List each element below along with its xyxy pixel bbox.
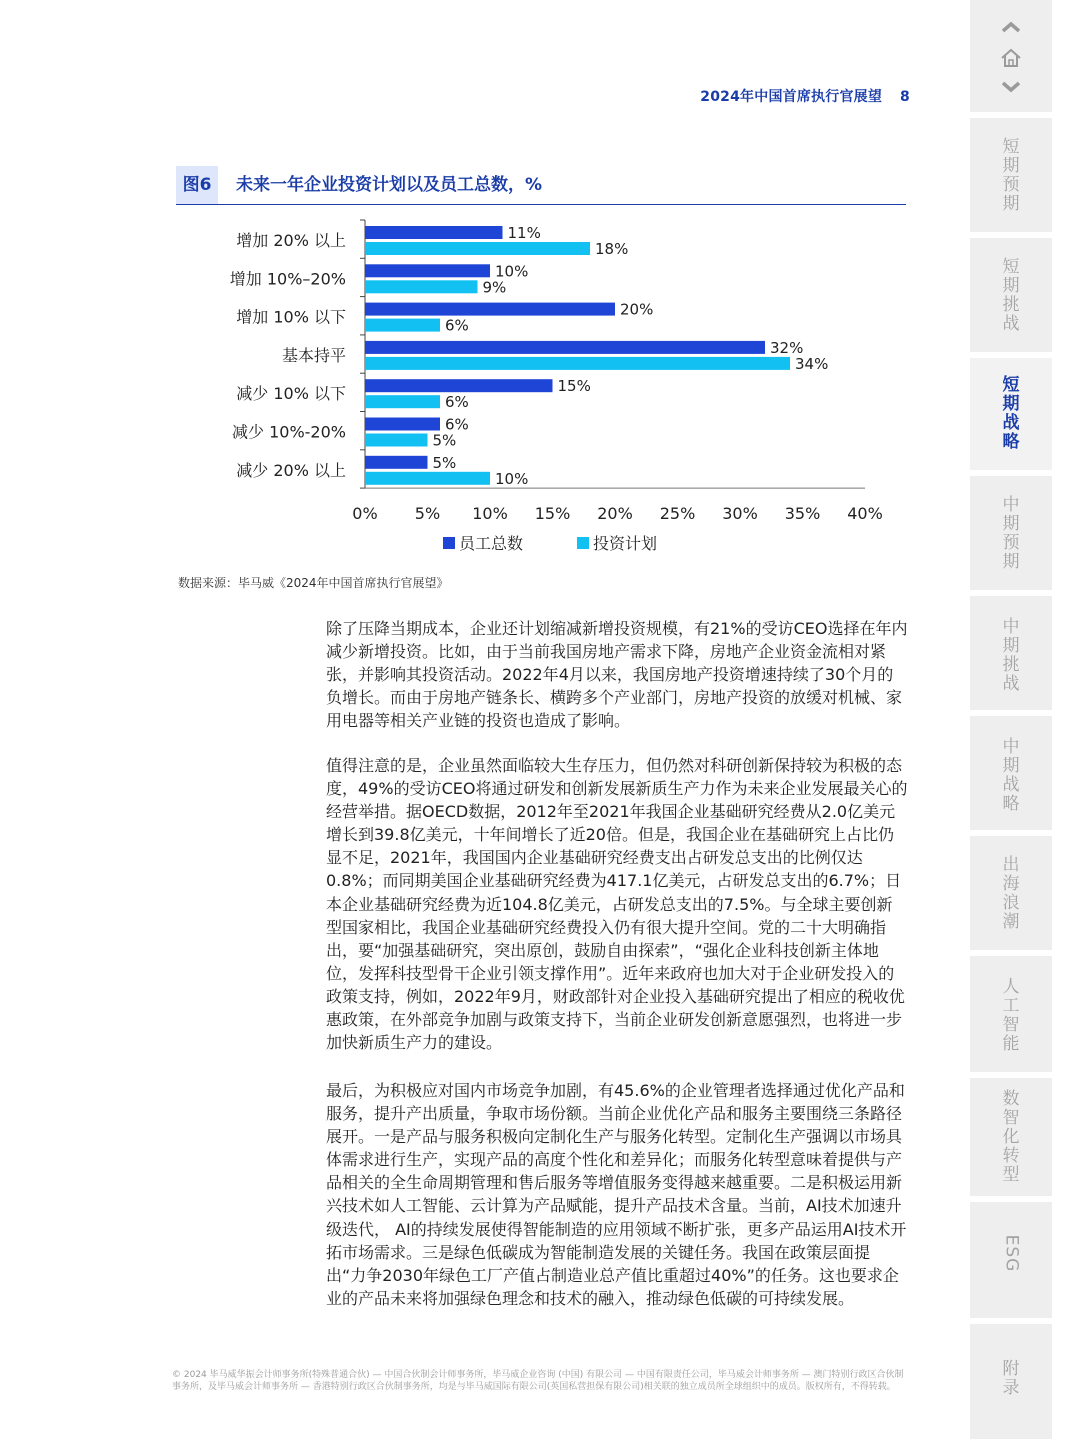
bar-investment <box>365 242 590 255</box>
data-label: 11% <box>507 224 541 242</box>
data-label: 5% <box>432 431 457 450</box>
sidebar-tab-label: 中 期 战 略 <box>1002 737 1020 814</box>
sidebar-tab-mid-term-challenges[interactable] <box>970 596 1052 710</box>
x-tick-label: 10% <box>472 504 508 523</box>
page-number: 8 <box>900 89 910 105</box>
x-tick-label: 35% <box>784 504 821 523</box>
bar-investment <box>365 395 440 408</box>
x-tick-label: 25% <box>659 504 696 523</box>
body-paragraph: 最后，为积极应对国内市场竞争加剧，有45.6%的企业管理者选择通过优化产品和服务，提升产出质量，争取市场份额。当前企业优化产品和服务主要围绕三条路径展开。一是产品与服务积极向定制化生产与服务化转型。定制化生产强调以市场具体需求进行生产，实现产品的高度个性化和差异化；而服务化转型意味着提供与产品相关的全生命周期管理和售后服务等增值服务变得越来越重要。二是积极运用新兴技术如人工智能、云计算为产品赋能，提升产品技术含量。当前，AI技术加速升级迭代， AI的持续发展使得智能制造的应用领域不断扩张，更多产品运用AI技术开拓市场需求。三是绿色低碳成为智能制造发展的关键任务。我国在政策层面提出“力争2030年绿色工厂产值占制造业总产值比重超过40%”的任务。这也要求企业的产品未来将加强绿色理念和技术的融入，推动绿色低碳的可持续发展。 <box>326 1081 907 1308</box>
data-label: 20% <box>620 300 654 319</box>
x-tick-label: 5% <box>414 504 441 523</box>
data-label: 6% <box>445 316 469 335</box>
bar-staff <box>365 303 615 316</box>
bar-investment <box>365 434 428 447</box>
sidebar-tab-ai[interactable] <box>970 956 1052 1072</box>
category-label: 减少 10% 以下 <box>236 384 346 404</box>
category-label: 增加 10%–20% <box>229 269 346 289</box>
sidebar-tab-label: 中 期 预 期 <box>1002 495 1020 572</box>
category-label: 增加 10% 以下 <box>236 307 346 327</box>
sidebar-tab-label: 附 录 <box>1002 1359 1020 1398</box>
data-label: 10% <box>495 469 529 488</box>
x-tick-label: 30% <box>722 504 758 523</box>
investment-staff-bar-chart <box>176 210 906 570</box>
figure-header <box>176 166 906 205</box>
data-source: 数据来源：毕马威《2024年中国首席执行官展望》 <box>178 576 449 590</box>
figure-badge: 图6 <box>176 166 218 204</box>
data-label: 5% <box>432 453 457 472</box>
home-icon[interactable] <box>999 48 1023 68</box>
bar-investment <box>365 357 790 370</box>
sidebar-tab-mid-term-outlook[interactable] <box>970 476 1052 590</box>
legend-label: 员工总数 <box>459 534 524 553</box>
bar-staff <box>365 341 765 354</box>
sidebar-tab-short-term-challenges[interactable] <box>970 238 1052 352</box>
category-label: 减少 10%-20% <box>232 422 346 442</box>
bar-staff <box>365 456 428 469</box>
sidebar-tab-label: 数 智 化 转 型 <box>1002 1089 1020 1185</box>
category-label: 增加 20% 以上 <box>236 231 346 250</box>
data-label: 10% <box>495 262 529 281</box>
sidebar-tab-going-global[interactable] <box>970 836 1052 950</box>
sidebar-tab-short-term-strategy[interactable] <box>970 358 1052 470</box>
report-title: 2024年中国首席执行官展望 <box>700 89 883 105</box>
category-label: 基本持平 <box>281 345 346 365</box>
sidebar-tab-appendix[interactable] <box>970 1324 1052 1439</box>
data-label: 6% <box>445 415 469 434</box>
bar-staff <box>365 264 490 277</box>
sidebar-tab-mid-term-strategy[interactable] <box>970 716 1052 830</box>
x-tick-label: 40% <box>847 504 883 523</box>
sidebar-tab-label: 短 期 预 期 <box>1002 137 1020 214</box>
data-label: 34% <box>795 354 829 373</box>
sidebar-tab-label: 短 期 战 略 <box>1002 375 1020 452</box>
figure-title: 未来一年企业投资计划以及员工总数，% <box>236 175 543 195</box>
sidebar-nav-controls <box>970 0 1052 112</box>
data-label: 9% <box>482 278 507 297</box>
sidebar-tab-label: 中 期 挑 战 <box>1002 617 1020 694</box>
bar-investment <box>365 319 440 332</box>
bar-investment <box>365 280 478 293</box>
data-label: 32% <box>770 338 804 357</box>
category-label: 减少 20% 以上 <box>236 460 346 480</box>
bar-staff <box>365 226 503 239</box>
chevron-down-icon[interactable] <box>999 80 1023 94</box>
data-label: 6% <box>445 393 469 412</box>
chevron-up-icon[interactable] <box>999 20 1023 34</box>
sidebar-tab-digital-transformation[interactable] <box>970 1078 1052 1196</box>
body-paragraph: 除了压降当期成本，企业还计划缩减新增投资规模，有21%的受访CEO选择在年内减少新增投资。比如，由于当前我国房地产需求下降，房地产企业资金流相对紧张，并影响其投资活动。2022年4月以来，我国房地产投资增速持续了30个月的负增长。而由于房地产链条长、横跨多个产业部门，房地产投资的放缓对机械、家用电器等相关产业链的投资也造成了影响。 <box>326 619 908 731</box>
x-tick-label: 0% <box>352 504 378 523</box>
sidebar-tab-label: ESG <box>1001 1234 1022 1273</box>
body-paragraph: 值得注意的是，企业虽然面临较大生存压力，但仍然对科研创新保持较为积极的态度，49%的受访CEO将通过研发和创新发展新质生产力作为未来企业发展最关心的经营举措。据OECD数据，2012年至2021年我国企业基础研究经费从2.0亿美元增长到39.8亿美元，十年间增长了近20倍。但是，我国企业在基础研究上占比仍显不足，2021年，我国国内企业基础研究经费支出占研发总支出的比例仅达0.8%；而同期美国企业基础研究经费为417.1亿美元，占研发总支出的6.7%；日本企业基础研究经费为近104.8亿美元，占研发总支出的7.5%。与全球主要创新型国家相比，我国企业基础研究经费投入仍有很大提升空间。党的二十大明确指出，要“加强基础研究，突出原创，鼓励自由探索”，“强化企业科技创新主体地位，发挥科技型骨干企业引领支撑作用”。近年来政府也加大对于企业研发投入的政策支持，例如，2022年9月，财政部针对企业投入基础研究提出了相应的税收优惠政策，在外部竞争加剧与政策支持下，当前企业研发创新意愿强烈，也将进一步加快新质生产力的建设。 <box>326 756 908 1053</box>
bar-staff <box>365 418 440 431</box>
bar-staff <box>365 379 553 392</box>
legend-swatch <box>443 537 455 549</box>
data-label: 15% <box>557 377 591 396</box>
legend-label: 投资计划 <box>593 534 658 553</box>
sidebar-tab-short-term-outlook[interactable] <box>970 118 1052 232</box>
sidebar-tab-label: 人 工 智 能 <box>1002 977 1020 1054</box>
copyright-footer: © 2024 毕马威华振会计师事务所(特殊普通合伙) — 中国合伙制会计师事务所，毕马威企业咨询 (中国) 有限公司 — 中国有限责任公司，毕马威会计师事务所 — 澳门特别行政区合伙制事务所，及毕马威会计师事务所 — 香港特别行政区合伙制事务所，均是与毕马威国际有限公司(英国私营担保有限公司)相关联的独立成员所全球组织中的成员。版权所有，不得转载。 <box>172 1370 904 1392</box>
page-header <box>600 86 910 106</box>
sidebar-tab-label: 出 海 浪 潮 <box>1002 855 1020 932</box>
x-tick-label: 20% <box>597 504 633 523</box>
data-label: 18% <box>595 240 629 258</box>
bar-investment <box>365 472 490 485</box>
sidebar-tab-label: 短 期 挑 战 <box>1002 257 1020 334</box>
legend-swatch <box>577 537 589 549</box>
x-tick-label: 15% <box>534 504 571 523</box>
sidebar-tab-esg[interactable] <box>970 1202 1052 1318</box>
